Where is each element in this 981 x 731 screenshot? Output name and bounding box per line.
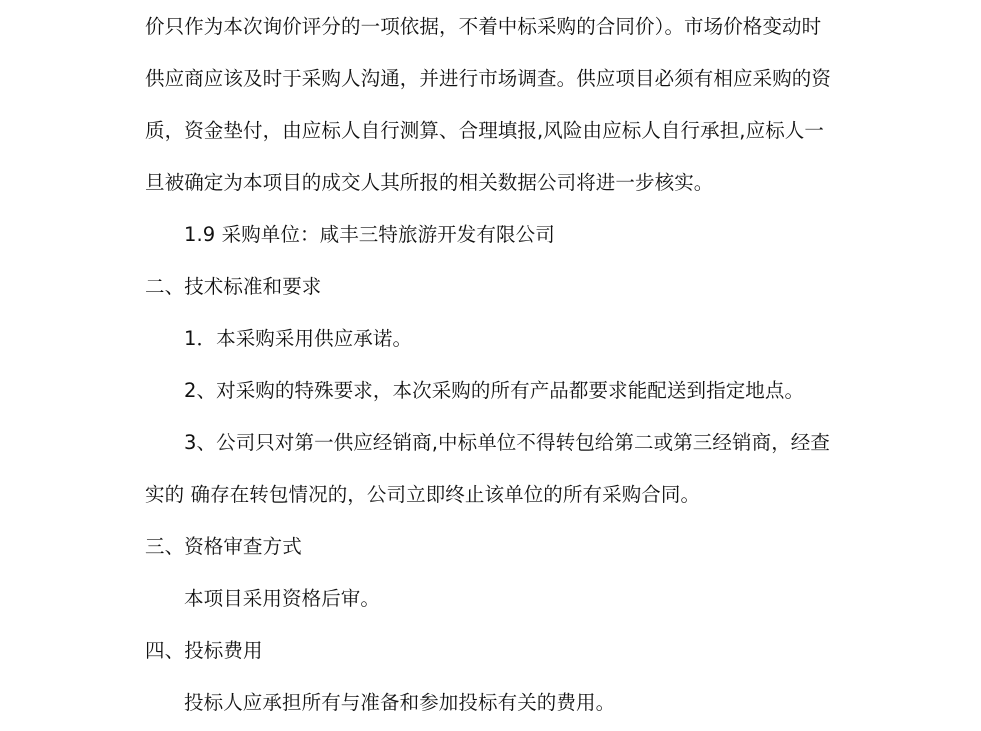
section-heading-bid-costs: 四、投标费用 <box>145 639 263 662</box>
section-heading-qualification: 三、资格审查方式 <box>145 535 302 558</box>
requirement-item-1: 1．本采购采用供应承诺。 <box>184 327 413 350</box>
bid-costs-text: 投标人应承担所有与准备和参加投标有关的费用。 <box>184 691 616 714</box>
paragraph-line: 供应商应该及时于采购人沟通，并进行市场调查。供应项目必须有相应采购的资 <box>145 67 832 90</box>
section-heading-technical: 二、技术标准和要求 <box>145 275 322 298</box>
requirement-item-2: 2、对采购的特殊要求，本次采购的所有产品都要求能配送到指定地点。 <box>184 379 805 402</box>
requirement-item-3: 3、公司只对第一供应经销商,中标单位不得转包给第二或第三经销商，经查 <box>184 431 831 454</box>
qualification-text: 本项目采用资格后审。 <box>184 587 381 610</box>
requirement-item-3-continued: 实的 确存在转包情况的，公司立即终止该单位的所有采购合同。 <box>145 483 701 506</box>
paragraph-line: 质，资金垫付，由应标人自行测算、合理填报,风险由应标人自行承担,应标人一 <box>145 119 824 142</box>
paragraph-line: 价只作为本次询价评分的一项依据，不着中标采购的合同价）。市场价格变动时 <box>145 15 822 38</box>
paragraph-line: 旦被确定为本项目的成交人其所报的相关数据公司将进一步核实。 <box>145 171 714 194</box>
purchasing-unit-line: 1.9 采购单位：咸丰三特旅游开发有限公司 <box>184 223 555 246</box>
